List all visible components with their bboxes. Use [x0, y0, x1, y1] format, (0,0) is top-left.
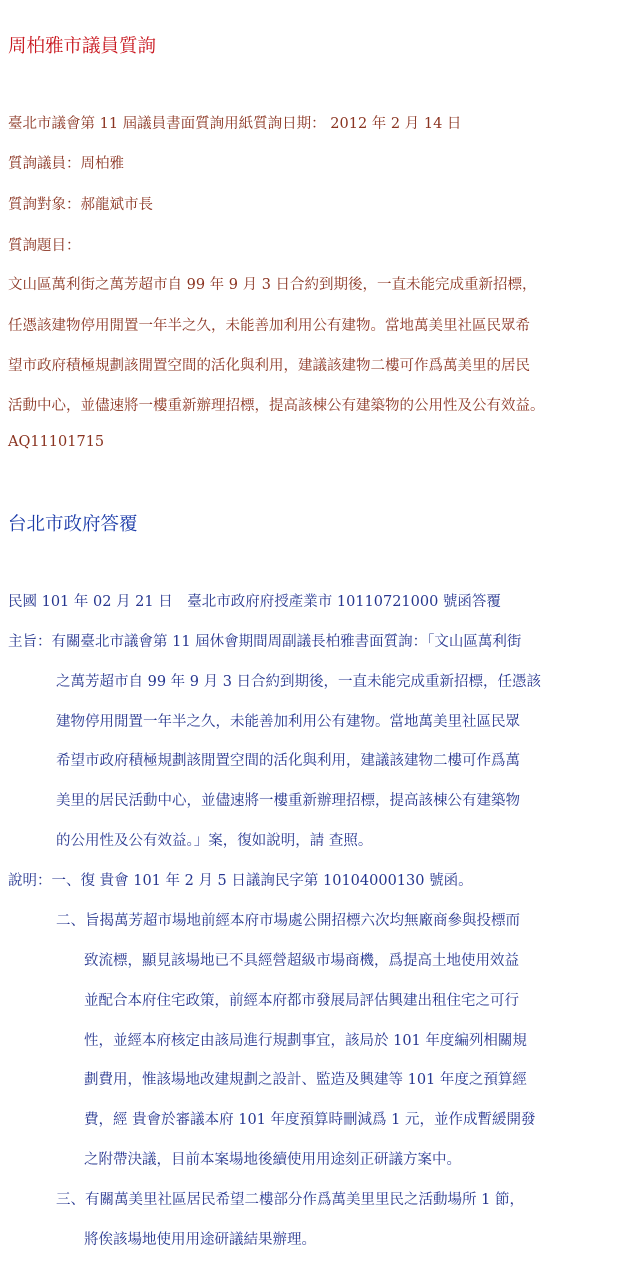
- question-target: 質詢對象：郝龍斌市長: [8, 197, 153, 213]
- question-heading: 周柏雅市議員質詢: [8, 36, 157, 57]
- question-body-line: 望市政府積極規劃該閒置空間的活化與利用，建議該建物二樓可作爲萬美里的居民: [8, 358, 530, 374]
- question-code: AQ11101715: [8, 434, 105, 450]
- reply-explain-2-line: 二、旨揭萬芳超市場地前經本府市場處公開招標六次均無廠商參與投標而: [56, 913, 520, 929]
- reply-explain-2-line: 劃費用，惟該場地改建規劃之設計、監造及興建等 101 年度之預算經: [84, 1072, 527, 1088]
- question-topic-label: 質詢題目：: [8, 238, 81, 254]
- reply-explain-2-line: 性，並經本府核定由該局進行規劃事宜，該局於 101 年度編列相關規: [84, 1033, 527, 1049]
- question-meta-line: 臺北市議會第 11 屆議員書面質詢用紙質詢日期： 2012 年 2 月 14 日: [8, 116, 462, 132]
- question-body-line: 活動中心，並儘速將一樓重新辦理招標，提高該棟公有建築物的公用性及公有效益。: [8, 398, 545, 414]
- reply-explain-2-line: 致流標，顯見該場地已不具經營超級市場商機，爲提高土地使用效益: [84, 953, 519, 969]
- reply-subject-line: 主旨：有關臺北市議會第 11 屆休會期間周副議長柏雅書面質詢：「文山區萬利街: [8, 634, 522, 650]
- reply-heading: 台北市政府答覆: [8, 514, 138, 535]
- reply-explain-2-line: 之附帶決議，目前本案場地後續使用用途刻正研議方案中。: [84, 1152, 461, 1168]
- reply-subject-line: 的公用性及公有效益。」案，復如說明，請 查照。: [56, 833, 373, 849]
- question-body-line: 任憑該建物停用閒置一年半之久，未能善加利用公有建物。當地萬美里社區民眾希: [8, 318, 530, 334]
- reply-subject-line: 美里的居民活動中心，並儘速將一樓重新辦理招標，提高該棟公有建築物: [56, 793, 520, 809]
- reply-explain-3-line: 將俟該場地使用用途研議結果辦理。: [84, 1232, 316, 1248]
- reply-explain-2-line: 並配合本府住宅政策，前經本府都市發展局評估興建出租住宅之可行: [84, 993, 519, 1009]
- reply-explain-3-line: 三、有關萬美里社區居民希望二樓部分作爲萬美里里民之活動場所 1 節，: [56, 1192, 524, 1208]
- reply-subject-line: 希望市政府積極規劃該閒置空間的活化與利用，建議該建物二樓可作爲萬: [56, 753, 520, 769]
- reply-explain-1: 說明：一、復 貴會 101 年 2 月 5 日議詢民字第 10104000130 號函。: [8, 873, 473, 889]
- reply-explain-2-line: 費，經 貴會於審議本府 101 年度預算時刪減爲 1 元，並作成暫緩開發: [84, 1112, 536, 1128]
- question-body-line: 文山區萬利街之萬芳超市自 99 年 9 月 3 日合約到期後，一直未能完成重新招標，: [8, 277, 537, 293]
- reply-subject-line: 之萬芳超市自 99 年 9 月 3 日合約到期後，一直未能完成重新招標，任憑該: [56, 674, 542, 690]
- reply-date-line: 民國 101 年 02 月 21 日 臺北市政府府授產業市 10110721000 號函答覆: [8, 594, 501, 610]
- question-councilor: 質詢議員：周柏雅: [8, 156, 124, 172]
- reply-subject-line: 建物停用閒置一年半之久，未能善加利用公有建物。當地萬美里社區民眾: [56, 714, 520, 730]
